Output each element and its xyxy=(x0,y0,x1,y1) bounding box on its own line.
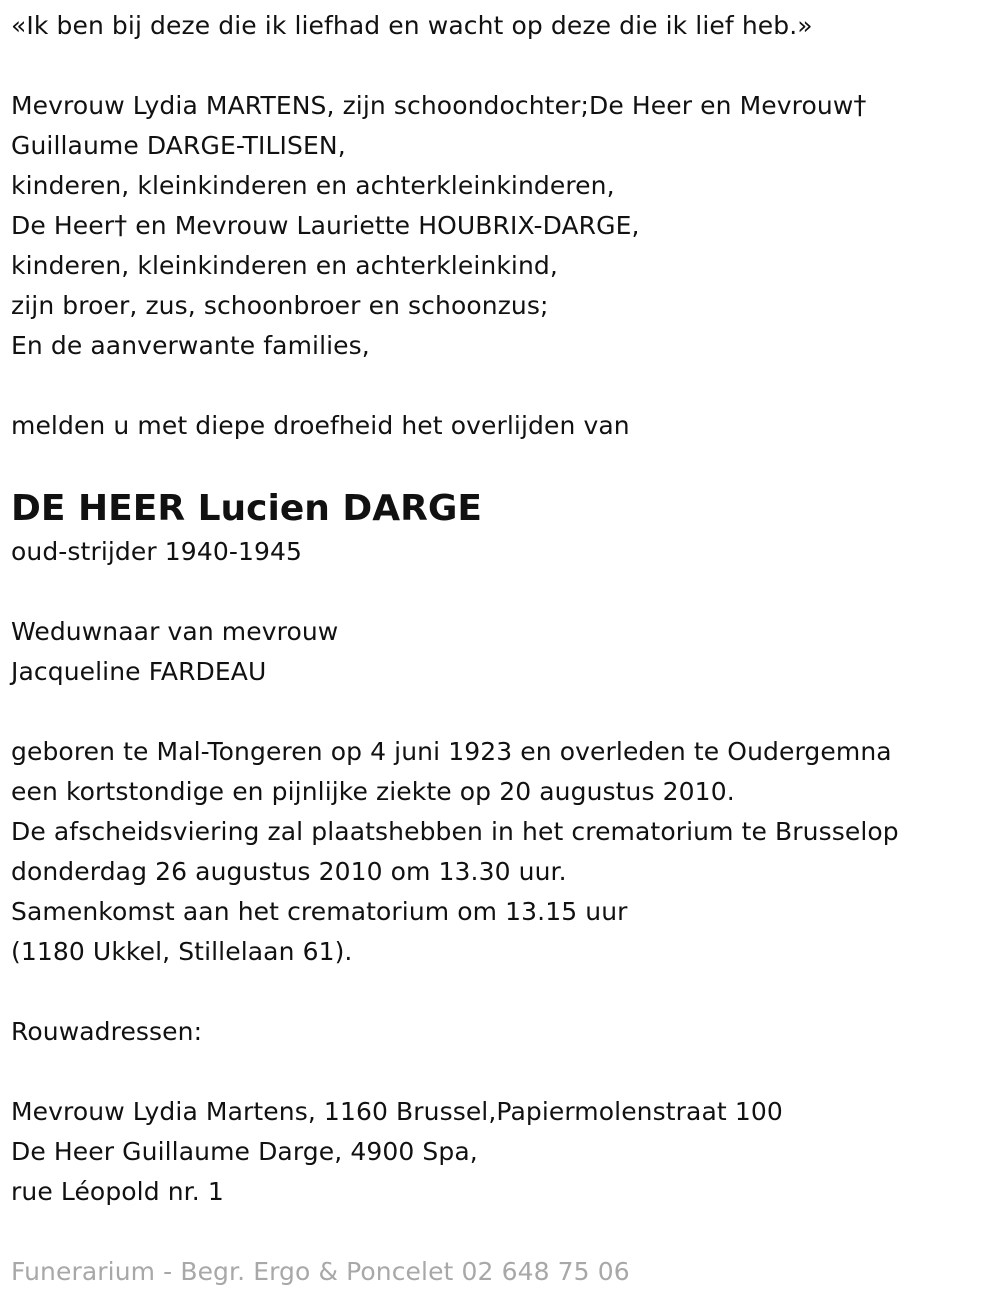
family-line: zijn broer, zus, schoonbroer en schoonzus; xyxy=(11,291,549,320)
spacer xyxy=(11,972,991,1012)
family-line-text: De Heer xyxy=(11,211,115,240)
family-line-text: Mevrouw Lydia MARTENS, zijn schoondochter;De Heer en Mevrouw xyxy=(11,91,854,120)
spacer xyxy=(11,572,991,612)
deceased-name: DE HEER Lucien DARGE xyxy=(11,488,483,529)
family-line xyxy=(11,86,991,126)
spacer xyxy=(11,1052,991,1092)
details-line: De afscheidsviering zal plaatshebben in het crematorium te Brusselop xyxy=(11,817,899,846)
funeral-home-footer: Funerarium - Begr. Ergo & Poncelet 02 648 75 06 xyxy=(11,1257,630,1286)
details-line: Samenkomst aan het crematorium om 13.15 uur xyxy=(11,897,628,926)
details-line: een kortstondige en pijnlijke ziekte op 20 augustus 2010. xyxy=(11,777,735,806)
spacer xyxy=(11,446,991,484)
addresses-heading: Rouwadressen: xyxy=(11,1017,203,1046)
family-line-text: en Mevrouw Lauriette HOUBRIX-DARGE, xyxy=(127,211,640,240)
spacer xyxy=(11,46,991,86)
widower-line: Weduwnaar van mevrouw xyxy=(11,617,339,646)
family-line: kinderen, kleinkinderen en achterkleinkind, xyxy=(11,251,558,280)
cross-icon: † xyxy=(853,91,867,121)
details-line: geboren te Mal-Tongeren op 4 juni 1923 en overleden te Oudergemna xyxy=(11,737,892,766)
family-line: kinderen, kleinkinderen en achterkleinkinderen, xyxy=(11,171,615,200)
family-line xyxy=(11,206,991,246)
address-line: Mevrouw Lydia Martens, 1160 Brussel,Papiermolenstraat 100 xyxy=(11,1097,783,1126)
announcement-text: melden u met diepe droefheid het overlijden van xyxy=(11,411,630,440)
details-line: (1180 Ukkel, Stillelaan 61). xyxy=(11,937,353,966)
opening-quote: «Ik ben bij deze die ik liefhad en wacht op deze die ik lief heb.» xyxy=(11,11,813,40)
deceased-title: oud-strijder 1940-1945 xyxy=(11,537,302,566)
death-notice xyxy=(11,0,991,1292)
cross-icon: † xyxy=(114,211,128,241)
spacer xyxy=(11,692,991,732)
address-line: De Heer Guillaume Darge, 4900 Spa, xyxy=(11,1137,478,1166)
details-line: donderdag 26 augustus 2010 om 13.30 uur. xyxy=(11,857,567,886)
spacer xyxy=(11,366,991,406)
widower-line: Jacqueline FARDEAU xyxy=(11,657,267,686)
family-line: Guillaume DARGE-TILISEN, xyxy=(11,131,346,160)
family-line: En de aanverwante families, xyxy=(11,331,370,360)
spacer xyxy=(11,1212,991,1252)
address-line: rue Léopold nr. 1 xyxy=(11,1177,224,1206)
